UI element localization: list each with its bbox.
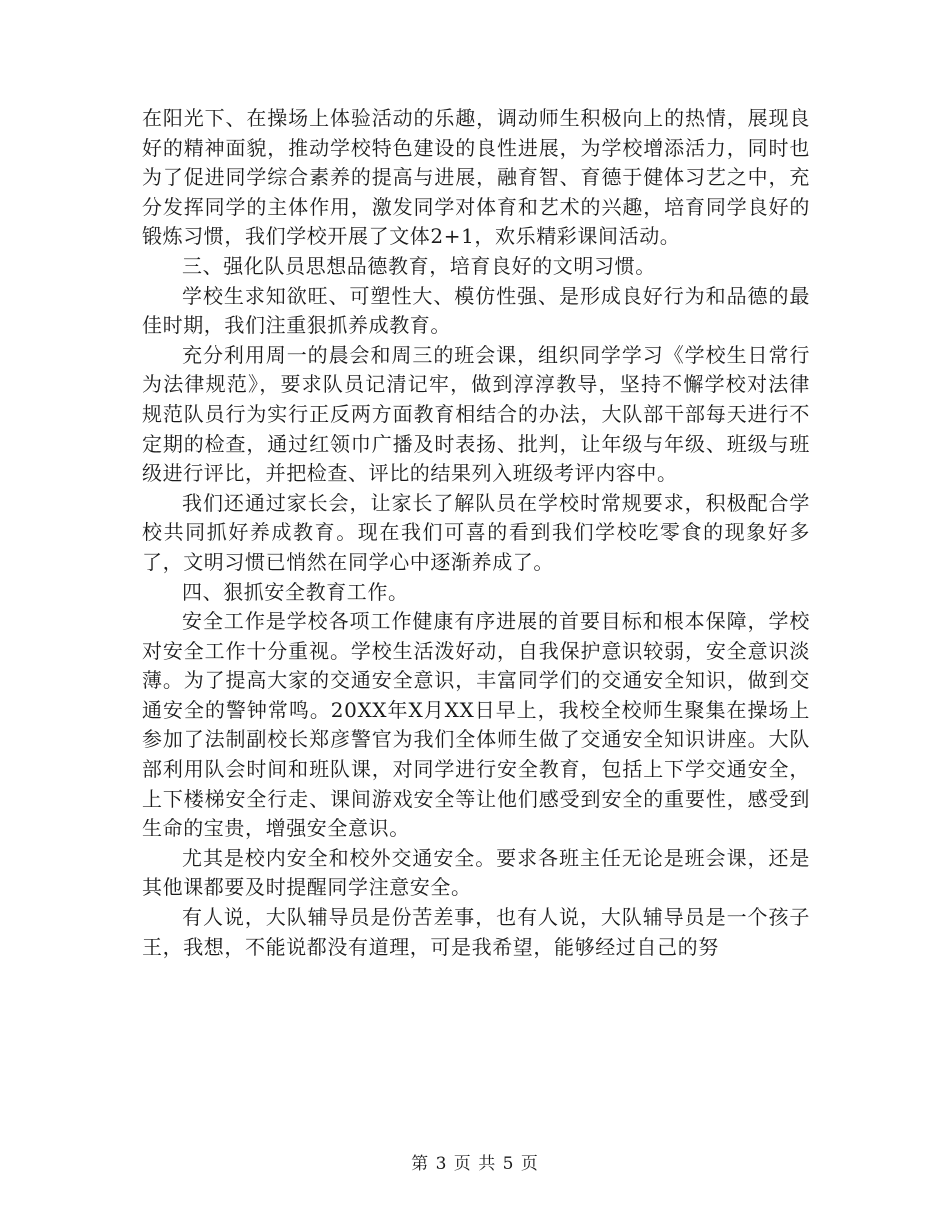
page-footer: 第 3 页 共 5 页: [411, 1154, 539, 1174]
paragraph: 我们还通过家长会，让家长了解队员在学校时常规要求，积极配合学校共同抓好养成教育。现在我们可喜的看到我们学校吃零食的现象好多了，文明习惯已悄然在同学心中逐渐养成了。: [142, 490, 810, 574]
paragraph: 在阳光下、在操场上体验活动的乐趣，调动师生积极向上的热情，展现良好的精神面貌，推动学校特色建设的良性进展，为学校增添活力，同时也为了促进同学综合素养的提高与进展，融育智、育德于健体习艺之中，充分发挥同学的主体作用，激发同学对体育和艺术的兴趣，培育同学良好的锻炼习惯，我们学校开展了文体2+1，欢乐精彩课间活动。: [142, 106, 810, 249]
section-heading: 三、强化队员思想品德教育，培育良好的文明习惯。: [182, 253, 656, 278]
paragraph: 尤其是校内安全和校外交通安全。要求各班主任无论是班会课，还是其他课都要及时提醒同学注意安全。: [142, 845, 810, 900]
paragraph: 安全工作是学校各项工作健康有序进展的首要目标和根本保障，学校对安全工作十分重视。学校生活泼好动，自我保护意识较弱，安全意识淡薄。为了提高大家的交通安全意识，丰富同学们的交通安全知识，做到交通安全的警钟常鸣。20XX年X月XX日早上，我校全校师生聚集在操场上参加了法制副校长郑彦警官为我们全体师生做了交通安全知识讲座。大队部利用队会时间和班队课，对同学进行安全教育，包括上下学交通安全，上下楼梯安全行走、课间游戏安全等让他们感受到安全的重要性，感受到生命的宝贵，增强安全意识。: [142, 609, 810, 841]
paragraph: 充分利用周一的晨会和周三的班会课，组织同学学习《学校生日常行为法律规范》，要求队员记清记牢，做到淳淳教导，坚持不懈学校对法律规范队员行为实行正反两方面教育相结合的办法，大队部干部每天进行不定期的检查，通过红领巾广播及时表扬、批判，让年级与年级、班级与班级进行评比，并把检查、评比的结果列入班级考评内容中。: [142, 342, 810, 486]
section-heading: 四、狠抓安全教育工作。: [182, 579, 409, 604]
paragraph: 学校生求知欲旺、可塑性大、模仿性强、是形成良好行为和品德的最佳时期，我们注重狠抓养成教育。: [142, 283, 810, 338]
body-text: [142, 104, 810, 962]
paragraph: 有人说，大队辅导员是份苦差事，也有人说，大队辅导员是一个孩子王，我想，不能说都没有道理，可是我希望，能够经过自己的努: [142, 905, 810, 959]
